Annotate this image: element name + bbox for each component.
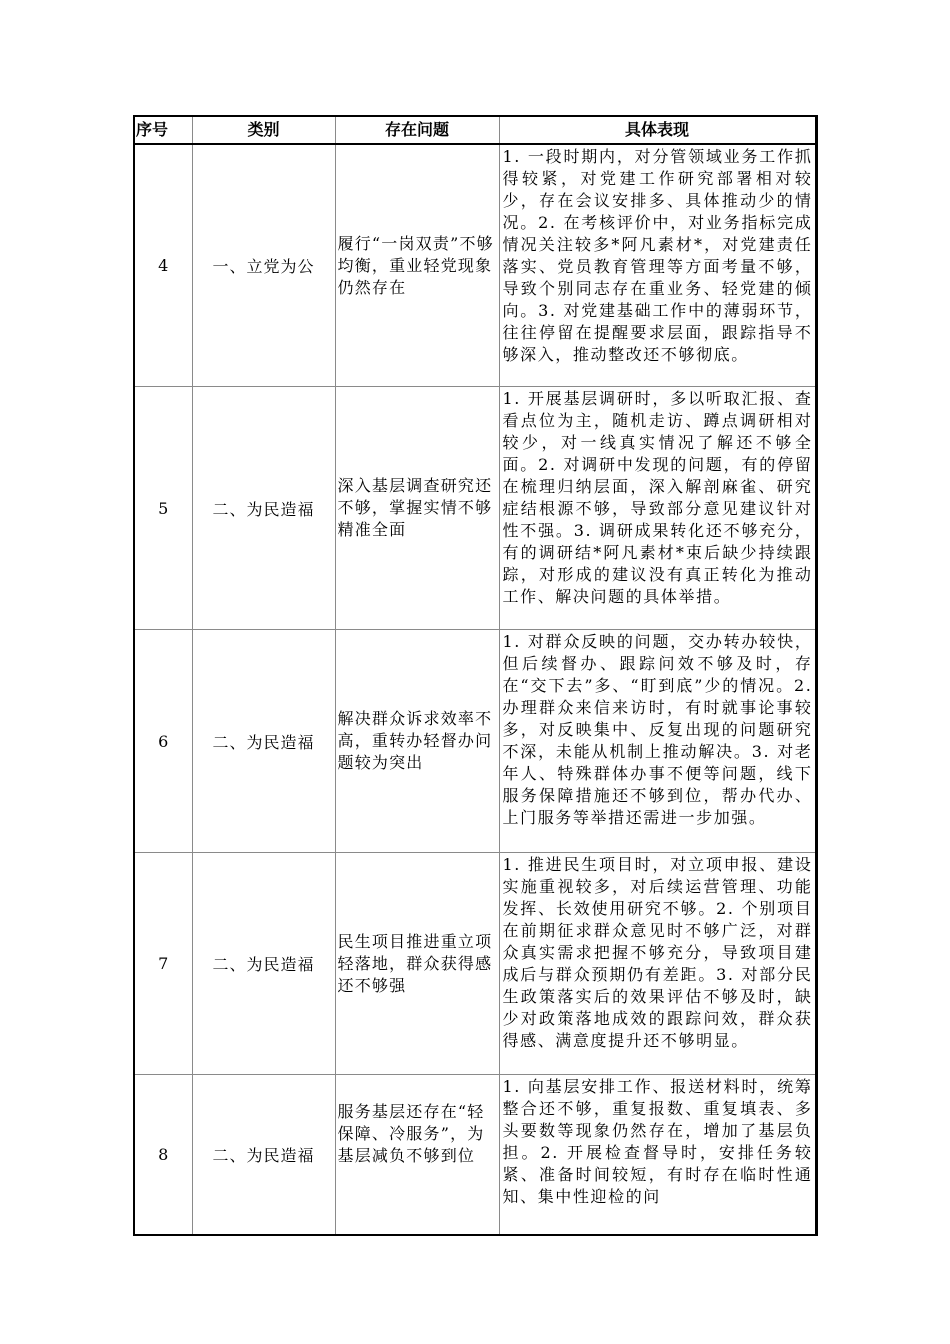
header-problem: 存在问题 — [335, 116, 499, 144]
header-row — [134, 116, 816, 144]
row-detail: 1. 推进民生项目时，对立项申报、建设实施重视较多，对后续运营管理、功能发挥、长效使用研究不够。2. 个别项目在前期征求群众意见时不够广泛，对群众真实需求把握不够充分，导致项目建成后与群众预期仍有差距。3. 对部分民生政策落实后的效果评估不够及时，缺少对政策落地成效的跟踪问效，群众获得感、满意度提升还不够明显。 — [499, 853, 816, 1075]
row-detail: 1. 一段时期内，对分管领域业务工作抓得较紧，对党建工作研究部署相对较少，存在会议安排多、具体推动少的情况。2. 在考核评价中，对业务指标完成情况关注较多*阿凡素材*，对党建责任落实、党员教育管理等方面考量不够，导致个别同志存在重业务、轻党建的倾向。3. 对党建基础工作中的薄弱环节，往往停留在提醒要求层面，跟踪指导不够深入，推动整改还不够彻底。 — [499, 144, 816, 387]
header-category: 类别 — [192, 116, 335, 144]
row-detail: 1. 对群众反映的问题，交办转办较快，但后续督办、跟踪问效不够及时，存在“交下去”多、“盯到底”少的情况。2. 办理群众来信来访时，有时就事论事较多，对反映集中、反复出现的问题研究不深，未能从机制上推动解决。3. 对老年人、特殊群体办事不便等问题，线下服务保障措施还不够到位，帮办代办、上门服务等举措还需进一步加强。 — [499, 630, 816, 853]
row-problem: 深入基层调查研究还不够，掌握实情不够精准全面 — [335, 387, 499, 630]
row-category: 二、为民造福 — [192, 387, 335, 630]
row-problem: 解决群众诉求效率不高，重转办轻督办问题较为突出 — [335, 630, 499, 853]
table-row — [134, 1075, 816, 1236]
row-detail: 1. 开展基层调研时，多以听取汇报、查看点位为主，随机走访、蹲点调研相对较少，对一线真实情况了解还不够全面。2. 对调研中发现的问题，有的停留在梳理归纳层面，深入解剖麻雀、研究症结根源不够，导致部分意见建议针对性不强。3. 调研成果转化还不够充分，有的调研结*阿凡素材*束后缺少持续跟踪，对形成的建议没有真正转化为推动工作、解决问题的具体举措。 — [499, 387, 816, 630]
row-category: 一、立党为公 — [192, 144, 335, 387]
row-serial-number: 4 — [134, 144, 192, 387]
row-serial-number: 8 — [134, 1075, 192, 1236]
table-header — [134, 116, 816, 144]
table-row — [134, 853, 816, 1075]
header-detail: 具体表现 — [499, 116, 816, 144]
row-serial-number: 6 — [134, 630, 192, 853]
row-detail: 1. 向基层安排工作、报送材料时，统筹整合还不够，重复报数、重复填表、多头要数等现象仍然存在，增加了基层负担。2. 开展检查督导时，安排任务较紧、准备时间较短，有时存在临时性通知、集中性迎检的问 — [499, 1075, 816, 1236]
row-problem: 履行“一岗双责”不够均衡，重业轻党现象仍然存在 — [335, 144, 499, 387]
table-row — [134, 387, 816, 630]
row-category: 二、为民造福 — [192, 1075, 335, 1236]
table-row — [134, 630, 816, 853]
row-problem: 服务基层还存在“轻保障、冷服务”，为基层减负不够到位 — [335, 1075, 499, 1236]
issues-table — [133, 115, 818, 1236]
row-problem: 民生项目推进重立项轻落地，群众获得感还不够强 — [335, 853, 499, 1075]
row-serial-number: 7 — [134, 853, 192, 1075]
header-serial-number: 序号 — [134, 116, 192, 144]
table-body — [134, 144, 816, 1235]
row-category: 二、为民造福 — [192, 853, 335, 1075]
row-category: 二、为民造福 — [192, 630, 335, 853]
row-serial-number: 5 — [134, 387, 192, 630]
table-row — [134, 144, 816, 387]
